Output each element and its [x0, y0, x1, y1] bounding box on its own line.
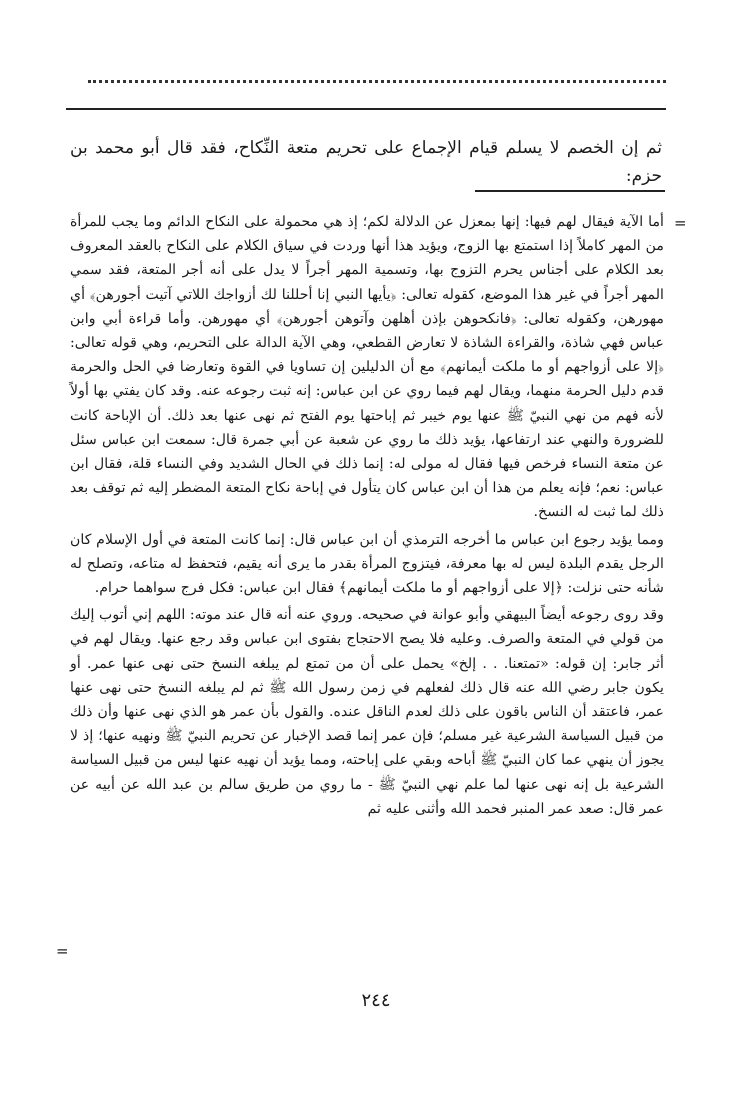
footnote-continuation-mark-end: =: [56, 942, 69, 960]
footnotes: [70, 210, 664, 824]
main-text: ثم إن الخصم لا يسلم قيام الإجماع على تحريم متعة النِّكاح، فقد قال أبو محمد بن حزم:: [70, 138, 662, 186]
page-number: ٢٤٤: [361, 990, 391, 1011]
footnote-rule: [475, 190, 665, 192]
dotted-separator: [88, 80, 666, 83]
footnote-paragraph: ومما يؤيد رجوع ابن عباس ما أخرجه الترمذي أن ابن عباس قال: إنما كانت المتعة في أول الإسلام كان الرجل يقدم البلدة ليس له بها معرفة، فيتزوج المرأة بقدر ما يرى أنه يقيم، فتحفظ له متاعه، وتصلح له شأنه حتى نزلت: ﴿إلا على أزواجهم أو ما ملكت أيمانهم﴾ فقال ابن عباس: فكل فرج سواهما حرام.: [70, 531, 664, 597]
footnote-continuation-mark-start: =: [674, 214, 687, 232]
footnote-paragraph: وقد روى رجوعه أيضاً البيهقي وأبو عوانة في صحيحه. وروي عنه أنه قال عند موته: اللهم إني أتوب إليك من قولي في المتعة والصرف. وعليه فلا يصح الاحتجاج بفتوى ابن عباس وقد رجع عنها. ويقال لهم في أثر جابر: إن قوله: «تمتعنا. . . إلخ» يحمل على أن من تمتع لم يبلغه النسخ حتى نهى عنها عمر. أو يكون جابر رضي الله عنه قال ذلك لفعلهم في زمن رسول الله ﷺ ثم لم يبلغه النسخ حتى نهى عنها عمر، فاعتقد أن الناس باقون على ذلك لعدم الناقل عنده. والقول بأن عمر هو الذي نهى عنها وأن ذلك من قبيل السياسة الشرعية غير مسلم؛ فإن عمر إنما قصد الإخبار عن تحريم النبيّ ﷺ ونهيه عنها؛ إذ لا يجوز أن ينهي عما كان النبيّ ﷺ أباحه وبقي على إباحته، ومما يؤيد أن نهيه عنها ليس من قبيل السياسة الشرعية بل إنه نهى عنها لما علم نهي النبيّ ﷺ - ما روي من طريق سالم بن عبد الله عن أبيه عن عمر قال: صعد عمر المنبر فحمد الله وأثنى عليه ثم: [70, 607, 664, 817]
footnote-paragraph: أما الآية فيقال لهم فيها: إنها بمعزل عن الدلالة لكم؛ إذ هي محمولة على النكاح الدائم وما يجب للمرأة من المهر كاملاً إذا استمتع بها الزوج، ويؤيد هذا أنها وردت في سياق الكلام على النكاح بالعقد المعروف بعد الكلام على أجناس يحرم التزوج بها، وتسمية المهر أجراً لا يدل على أنه أجر المتعة، فقد سمي المهر أجراً في غير هذا الموضع، كقوله تعالى: ﴿يأيها النبي إنا أحللنا لك أزواجك اللاتي آتيت أجورهن﴾ أي مهورهن، وكقوله تعالى: ﴿فانكحوهن بإذن أهلهن وآتوهن أجورهن﴾ أي مهورهن. وأما قراءة أبي وابن عباس فهي شاذة، والقراءة الشاذة لا تعارض القطعي، وهي الآية الدالة على التحريم، وهي قوله تعالى: ﴿إلا على أزواجهم أو ما ملكت أيمانهم﴾ مع أن الدليلين إن تساويا في القوة وتعارضا في الحل والحرمة قدم دليل الحرمة منهما، ويقال لهم فيما روي عن ابن عباس: إنه ثبت رجوعه عنه. وقد كان يفتي بها أولاً لأنه فهم من نهي النبيّ ﷺ عنها يوم خيبر ثم إباحتها يوم الفتح ثم نهى عنها بعد ذلك. أن الإباحة كانت للضرورة والنهي عند ارتفاعها، يؤيد ذلك ما روي عن شعبة عن أبي جمرة قال: سمعت ابن عباس سئل عن متعة النساء فرخص فيها فقال له مولى له: إنما ذلك في الحال الشديد وفي النساء قلة، فقال ابن عباس: نعم؛ فإنه يعلم من هذا أن ابن عباس كان يتأول في إباحة نكاح المتعة المضطر إليه ثم توقف بعد ذلك لما ثبت له النسخ.: [70, 214, 664, 521]
top-rule: [66, 108, 666, 110]
